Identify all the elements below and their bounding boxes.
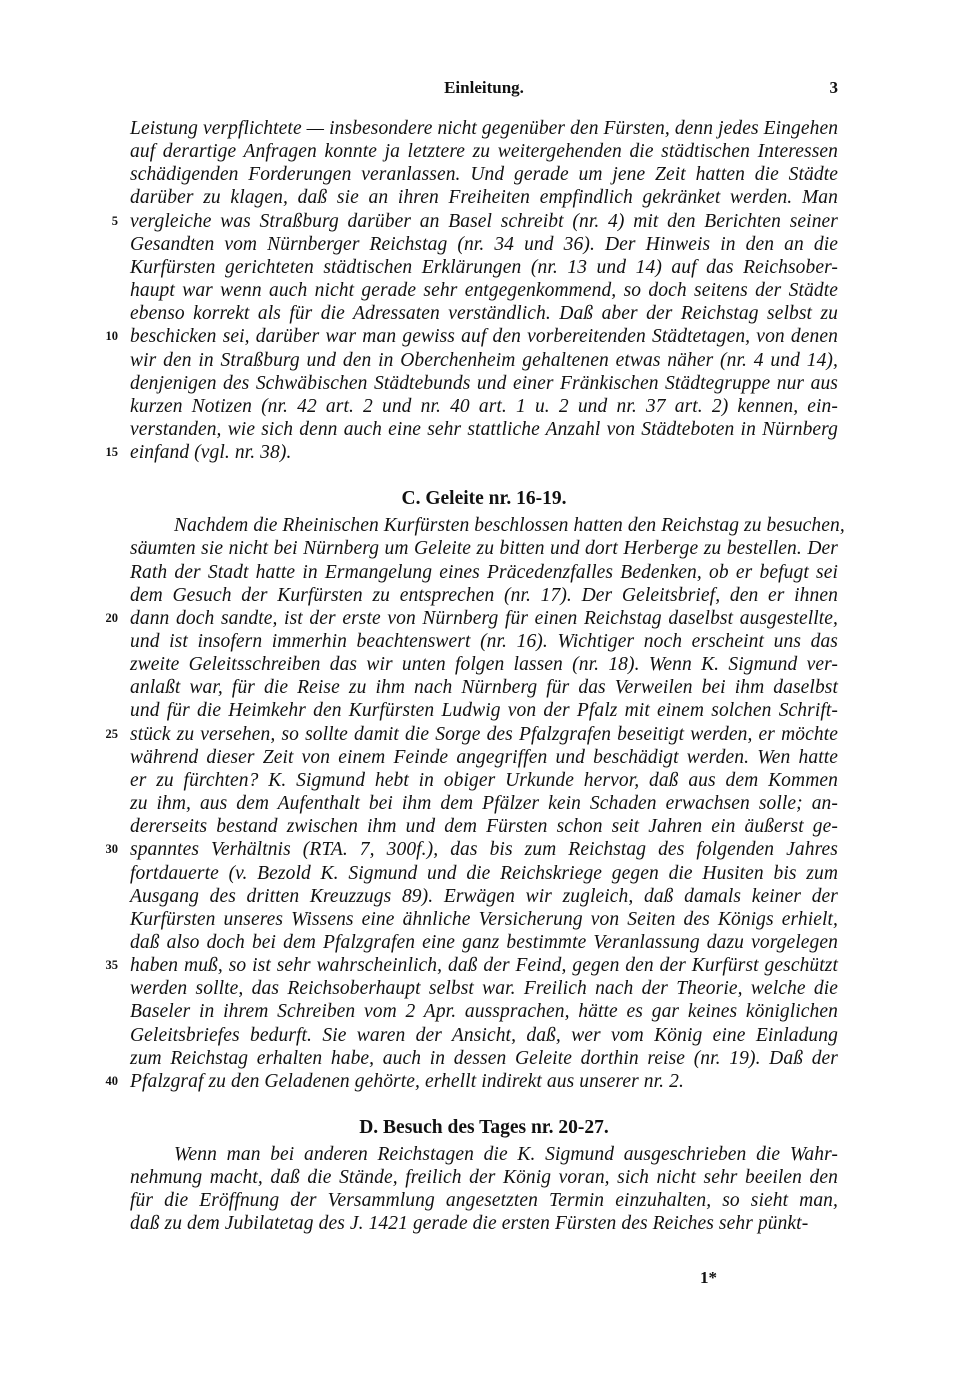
text-line: säumten sie nicht bei Nürnberg um Geleite zu bitten und dort Herberge zu bestellen. Der xyxy=(130,538,838,560)
text-line: für die Eröffnung der Versammlung angesetzten Termin einzuhalten, so sieht man, xyxy=(130,1190,838,1212)
text-line: Nachdem die Rheinischen Kurfürsten beschlossen hatten den Reichstag zu besuchen, xyxy=(174,515,845,537)
text-line: daß also doch bei dem Pfalzgrafen eine ganz bestimmte Veranlassung dazu vorgelegen xyxy=(130,931,838,953)
line-number: 40 xyxy=(105,1073,118,1088)
text-line: verstanden, wie sich denn auch eine sehr stattliche Anzahl von Städteboten in Nürnberg xyxy=(130,418,838,440)
text-line: dererseits bestand zwischen ihm und dem Fürsten schon seit Jahren ein äußerst ge- xyxy=(130,816,838,838)
text-line: ebenso korrekt als für die Adressaten verständlich. Daß aber der Reichstag selbst zu xyxy=(130,303,838,325)
text-line: Kurfürsten unseres Wissens eine ähnliche Versicherung von Seiten des Königs erhielt, xyxy=(130,908,838,930)
text-line: vergleiche was Straßburg darüber an Basel schreibt (nr. 4) mit den Berichten seiner xyxy=(130,210,838,232)
text-line: fortdauerte (v. Bezold K. Sigmund und die Reichskriege gegen die Husiten bis zum xyxy=(130,862,838,884)
text-line: Wenn man bei anderen Reichstagen die K. Sigmund ausgeschrieben die Wahr- xyxy=(174,1144,838,1165)
text-line: nehmung macht, daß die Stände, freilich der König voran, sich nicht sehr beeilen den xyxy=(130,1167,838,1189)
text-line: und für die Heimkehr den Kurfürsten Ludwig von der Pfalz mit einem solchen Schrift- xyxy=(130,700,838,722)
text-line: zu ihm, aus dem Aufenthalt bei ihm dem Pfälzer kein Schaden erwachsen solle; an- xyxy=(130,793,838,815)
text-line: haupt war wenn auch nicht gerade sehr entgegenkommend, so doch seitens der Städte xyxy=(130,280,838,302)
text-line: zum Reichstag erhalten habe, auch in dessen Geleite dorthin reise (nr. 19). Daß der xyxy=(130,1047,838,1069)
text-line: Rath der Stadt hatte in Ermangelung eines Präcedenzfalles Bedenken, ob er befugt sei xyxy=(130,561,838,583)
line-number: 10 xyxy=(105,329,118,344)
text-line: kurzen Notizen (nr. 42 art. 2 und nr. 40 art. 1 u. 2 und nr. 37 art. 2) kennen, ein- xyxy=(130,395,838,417)
line-number: 25 xyxy=(105,726,118,741)
text-line: darüber zu klagen, daß sie an ihren Freiheiten empfindlich gekränket werden. Man xyxy=(130,187,838,209)
text-line: dann doch sandte, ist der erste von Nürnberg für einen Reichstag daselbst ausgestellte, xyxy=(130,607,838,629)
text-line: werden sollte, das Reichsoberhaupt selbst war. Freilich nach der Theorie, welche die xyxy=(130,978,838,1000)
line-number: 30 xyxy=(105,842,118,857)
text-line: Gesandten vom Nürnberger Reichstag (nr. 34 und 36). Der Hinweis in den an die xyxy=(130,233,838,255)
text-line: dem Gesuch der Kurfürsten zu entsprechen (nr. 17). Der Geleitsbrief, den er ihnen xyxy=(130,584,838,606)
section-heading: C. Geleite nr. 16-19. xyxy=(401,488,567,510)
text-line: er zu fürchten? K. Sigmund hebt in obiger Urkunde hervor, daß aus dem Kommen xyxy=(130,769,838,791)
line-number: 15 xyxy=(105,445,118,460)
text-line: schädigenden Forderungen veranlassen. Und gerade um jene Zeit hatten die Städte xyxy=(130,164,838,186)
text-line: stück zu versehen, so sollte damit die Sorge des Pfalzgrafen beseitigt werden, er möchte xyxy=(130,723,838,745)
text-line: Leistung verpflichtete — insbesondere nicht gegenüber den Fürsten, denn jedes Eingehen xyxy=(130,118,839,139)
text-line: Baseler in ihrem Schreiben vom 2 Apr. aussprachen, hätte es gar keines königlichen xyxy=(130,1001,838,1023)
text-line: haben muß, so ist sehr wahrscheinlich, daß der Feind, gegen den der Kurfürst geschützt xyxy=(130,955,838,977)
text-line: beschicken sei, darüber war man gewiss auf den vorbereitenden Städtetagen, von denen xyxy=(130,326,838,348)
page-number: 3 xyxy=(829,78,838,97)
line-number: 35 xyxy=(105,958,118,973)
text-line: spanntes Verhältnis (RTA. 7, 300f.), das bis zum Reichstag des folgenden Jahres xyxy=(130,839,838,861)
text-line: zweite Geleitsschreiben das wir unten folgen lassen (nr. 18). Wenn K. Sigmund ver- xyxy=(130,654,838,676)
line-number: 5 xyxy=(111,213,118,228)
text-line: auf derartige Anfragen konnte ja letztere zu weitergehenden die städtischen Interessen xyxy=(130,141,838,163)
text-line: einfand (vgl. nr. 38). xyxy=(130,442,292,464)
text-line: Pfalzgraf zu den Geladenen gehörte, erhellt indirekt aus unserer nr. 2. xyxy=(130,1070,684,1092)
text-line: anlaßt war, für die Reise zu ihm nach Nürnberg für das Verweilen bei ihm daselbst xyxy=(130,677,838,699)
line-number: 20 xyxy=(105,610,118,625)
text-line: Kurfürsten gerichteten städtischen Erklärungen (nr. 13 und 14) auf das Reichsober- xyxy=(130,256,838,278)
section-heading: D. Besuch des Tages nr. 20-27. xyxy=(359,1117,609,1138)
text-line: wir den in Straßburg und den in Oberchenheim gehaltenen etwas näher (nr. 4 und 14), xyxy=(130,349,838,371)
text-line: Ausgang des dritten Kreuzzugs 89). Erwägen wir zugleich, daß damals keiner der xyxy=(130,885,838,907)
signature-mark: 1* xyxy=(700,1268,717,1287)
text-line: während dieser Zeit von einem Feinde angegriffen und beschädigt werden. Wen hatte xyxy=(130,746,838,768)
text-line: Geleitsbriefes bedurft. Sie waren der Ansicht, daß, wer vom König eine Einladung xyxy=(130,1024,838,1046)
running-head-title: Einleitung. xyxy=(444,78,524,97)
text-line: und ist insofern immerhin beachtenswert (nr. 16). Wichtiger noch erscheint uns das xyxy=(130,631,838,652)
text-line: daß zu dem Jubilatetag des J. 1421 gerade die ersten Fürsten des Reiches sehr pünkt- xyxy=(130,1213,809,1235)
running-head xyxy=(130,78,838,100)
text-line: denjenigen des Schwäbischen Städtebunds und einer Fränkischen Städtegruppe nur aus xyxy=(130,372,838,394)
